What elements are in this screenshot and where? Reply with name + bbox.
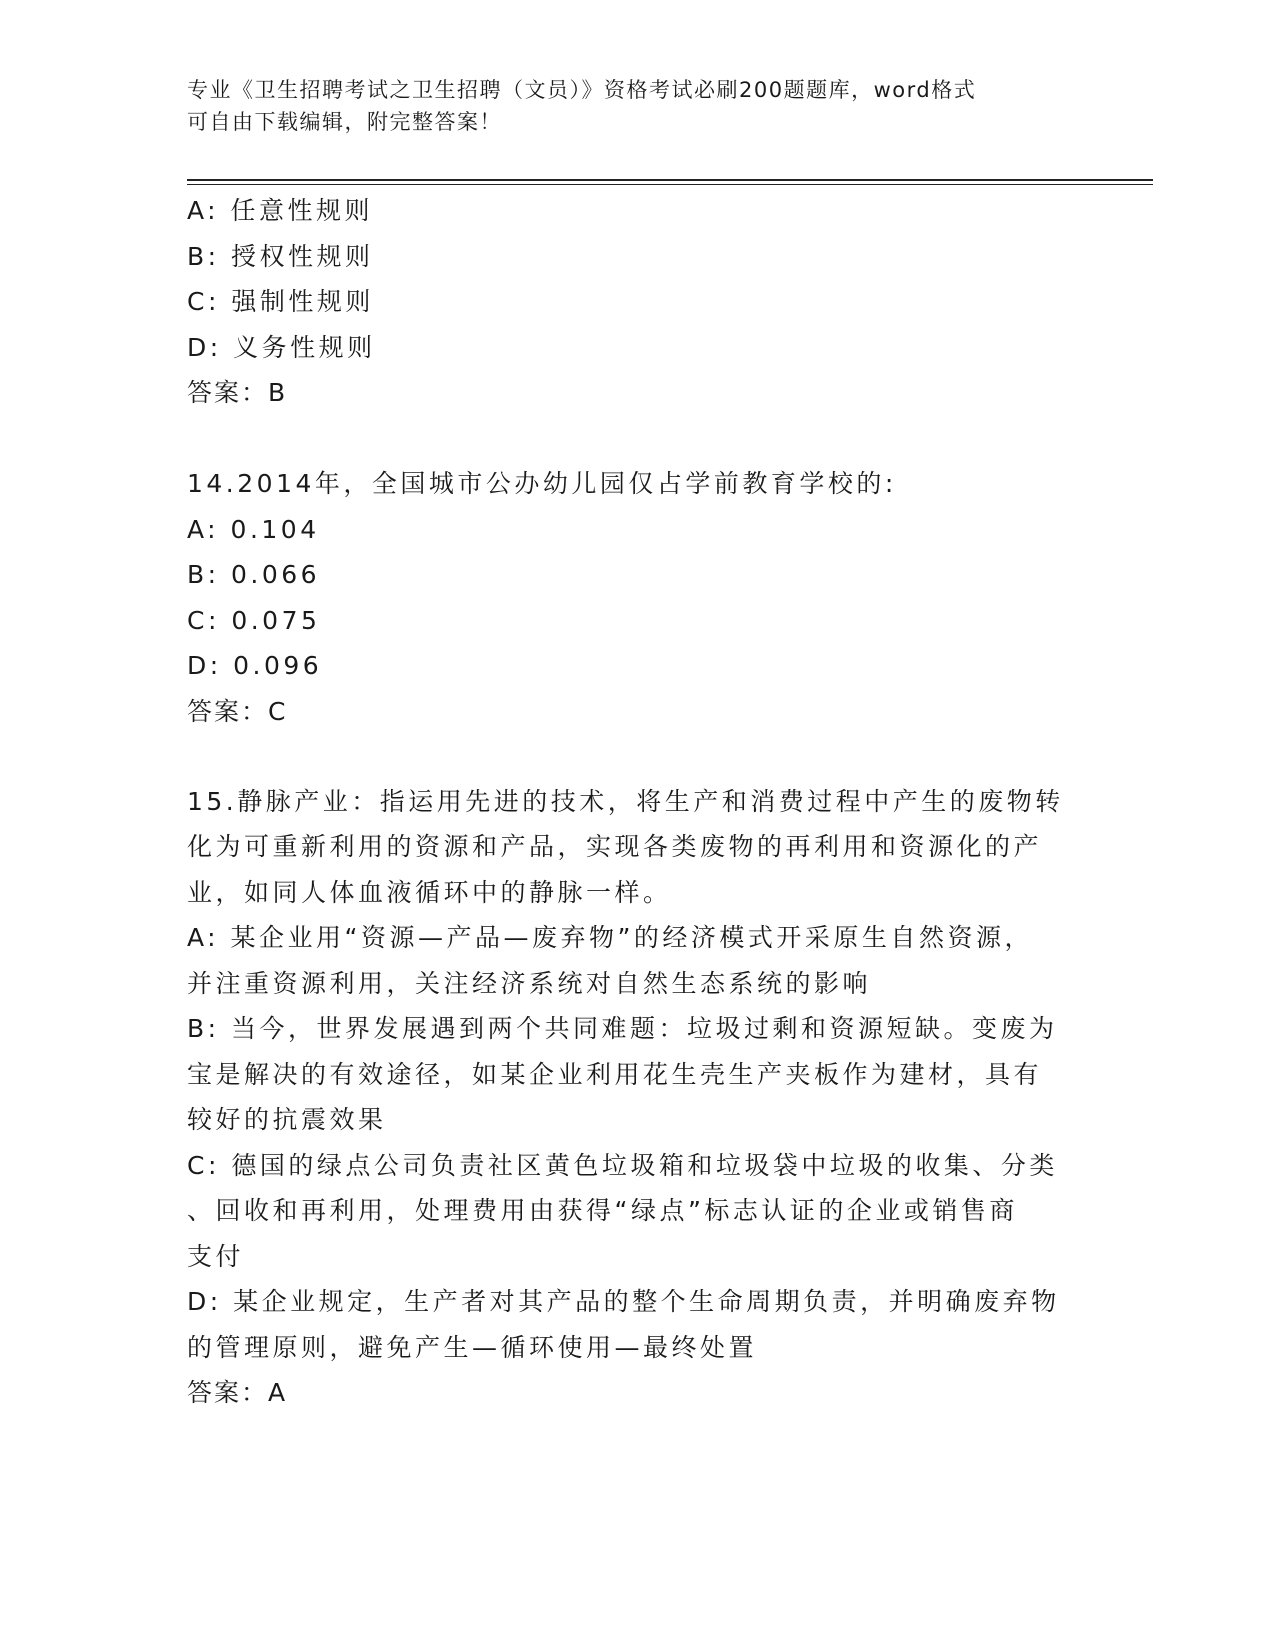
option-c-line: 支付 xyxy=(187,1241,245,1271)
answer: 答案：A xyxy=(187,1378,288,1407)
question-text: 14.2014年，全国城市公办幼儿园仅占学前教育学校的: xyxy=(187,469,897,498)
option-d: D: 0.096 xyxy=(187,651,323,680)
option-c-line: C: 德国的绿点公司负责社区黄色垃圾箱和垃圾袋中垃圾的收集、分类 xyxy=(187,1150,1058,1180)
question-15 xyxy=(187,779,1087,1417)
option-b-line: 较好的抗震效果 xyxy=(187,1105,387,1134)
question-text-line: 业，如同人体血液循环中的静脉一样。 xyxy=(187,877,672,907)
option-b-line: B: 当今，世界发展遇到两个共同难题：垃圾过剩和资源短缺。变废为 xyxy=(187,1014,1058,1043)
answer: 答案：B xyxy=(187,378,288,407)
option-a: A: 任意性规则 xyxy=(187,196,374,225)
header-rule-thin xyxy=(187,184,1153,185)
header-line-1: 专业《卫生招聘考试之卫生招聘（文员）》资格考试必刷200题题库，word格式 xyxy=(187,78,977,102)
option-a: A: 0.104 xyxy=(187,514,320,544)
question-text-line: 化为可重新利用的资源和产品，实现各类废物的再利用和资源化的产 xyxy=(187,832,1043,861)
option-a-line: A: 某企业用“资源—产品—废弃物”的经济模式开采原生自然资源， xyxy=(187,923,1033,952)
option-c-line: 、回收和再利用，处理费用由获得“绿点”标志认证的企业或销售商 xyxy=(187,1196,1018,1225)
spacer xyxy=(187,735,1087,779)
question-13 xyxy=(187,188,1087,416)
option-b-line: 宝是解决的有效途径，如某企业利用花生壳生产夹板作为建材，具有 xyxy=(187,1059,1043,1089)
option-b: B: 授权性规则 xyxy=(187,241,374,271)
question-text-line: 15.静脉产业：指运用先进的技术，将生产和消费过程中产生的废物转 xyxy=(187,786,1064,816)
option-d-line: D: 某企业规定，生产者对其产品的整个生命周期负责，并明确废弃物 xyxy=(187,1287,1060,1316)
option-d: D: 义务性规则 xyxy=(187,332,376,362)
page-header xyxy=(187,74,1067,138)
document-body xyxy=(187,188,1087,1416)
answer: 答案：C xyxy=(187,696,288,726)
header-line-2: 可自由下载编辑，附完整答案！ xyxy=(187,110,502,134)
option-c: C: 0.075 xyxy=(187,605,321,635)
option-c: C: 强制性规则 xyxy=(187,287,374,316)
spacer xyxy=(187,416,1087,461)
question-14 xyxy=(187,461,1087,735)
option-b: B: 0.066 xyxy=(187,560,321,589)
option-a-line: 并注重资源利用，关注经济系统对自然生态系统的影响 xyxy=(187,968,872,998)
option-d-line: 的管理原则，避免产生—循环使用—最终处置 xyxy=(187,1332,758,1362)
header-rule xyxy=(187,179,1153,181)
